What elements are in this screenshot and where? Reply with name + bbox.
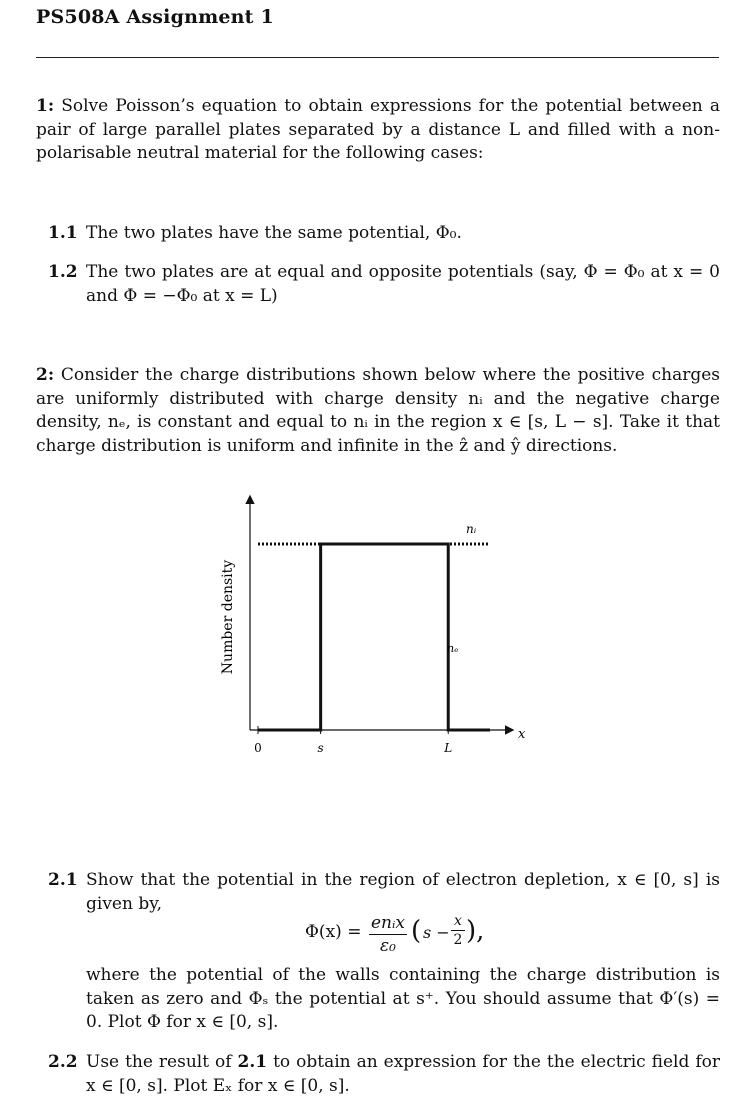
question-2-1-text: Show that the potential in the region of electron depletion, x ∈ [0, s] is given by,: [86, 870, 720, 914]
fraction-1-numerator: enᵢx: [370, 913, 406, 933]
y-axis-label: Number density: [220, 559, 236, 675]
assignment-title: PS508A Assignment 1: [36, 6, 274, 28]
question-1: [36, 95, 720, 166]
equation-fraction-1: [369, 913, 407, 956]
charge-distribution-chart: [200, 485, 540, 775]
question-1-2-number: 1.2: [48, 262, 78, 282]
fraction-2-numerator: x: [454, 913, 462, 929]
ne-series-line: [258, 544, 490, 730]
equation-lhs: Φ(x) =: [305, 922, 362, 942]
question-2-2-text-pre: Use the result of: [86, 1052, 232, 1072]
question-1-2-text: The two plates are at equal and opposite potentials (say, Φ = Φ₀ at x = 0 and Φ = −Φ₀ at x = L): [86, 262, 720, 306]
ne-series-label: nₑ: [447, 642, 459, 655]
ni-series-label: nᵢ: [466, 522, 477, 536]
x-tick-label: s: [317, 741, 324, 755]
question-2-2-number: 2.2: [48, 1052, 78, 1072]
x-axis-label: x: [518, 727, 526, 742]
question-1-1-text: The two plates have the same potential, Φ₀.: [86, 223, 462, 243]
title-divider: [36, 57, 719, 58]
question-2: [36, 364, 720, 458]
question-2-2-text-post: to obtain an expression for the the electric field for x ∈ [0, s]. Plot Eₓ for x ∈ [0, s].: [86, 1052, 720, 1096]
question-2-1-number: 2.1: [48, 870, 78, 890]
fraction-1-denominator: ε₀: [380, 936, 396, 956]
x-tick-label: L: [444, 741, 453, 755]
question-2-label: 2:: [36, 365, 55, 385]
x-tick-label: 0: [254, 741, 262, 755]
fraction-2-denominator: 2: [453, 932, 463, 948]
question-2-2-reference: 2.1: [237, 1052, 268, 1072]
question-1-1-number: 1.1: [48, 223, 78, 243]
question-2-2-text: [86, 1051, 720, 1098]
equation-inner: s −: [423, 923, 450, 942]
potential-equation: [305, 913, 525, 957]
question-2-1-text-after: where the potential of the walls containing the charge distribution is taken as zero and Φₛ the potential at s⁺. You should assume that Φ′(s) = 0. Plot Φ for x ∈ [0, s].: [86, 965, 720, 1032]
equation-paren-left: (: [411, 916, 422, 946]
question-2-text: Consider the charge distributions shown below where the positive charges are uniformly distributed with charge density nᵢ and the negative charge density, nₑ, is constant and equal to nᵢ in the region x ∈ [s, L − s]. Take it that charge distribution is uniform and infinite in the ẑ and ŷ directions.: [36, 365, 720, 456]
question-1-label: 1:: [36, 96, 55, 116]
equation-paren-right: ),: [466, 916, 485, 946]
question-1-text: Solve Poisson’s equation to obtain expressions for the potential between a pair of large parallel plates separated by a distance L and filled with a non-polarisable neutral material for the following cases:: [36, 96, 720, 163]
equation-fraction-2: [451, 913, 465, 948]
